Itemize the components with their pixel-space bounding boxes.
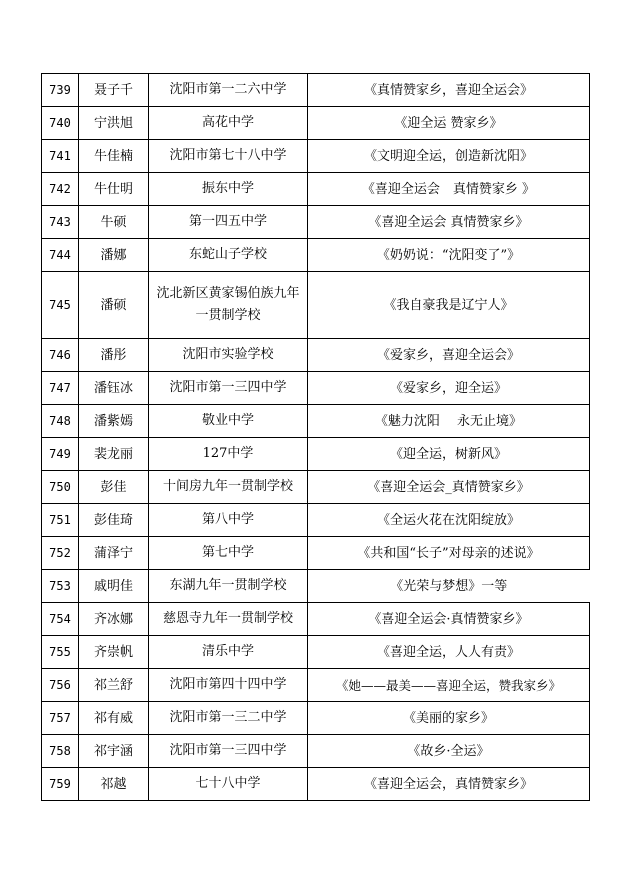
- table-body: [42, 74, 590, 801]
- school-name: 沈阳市第七十八中学: [149, 140, 308, 173]
- essay-title: 《喜迎全运，人人有责》: [308, 636, 590, 669]
- student-name: 祁越: [79, 768, 149, 801]
- school-name: 第七中学: [149, 537, 308, 570]
- row-number: 757: [42, 702, 79, 735]
- school-name: 东湖九年一贯制学校: [149, 570, 308, 603]
- table-row: [42, 173, 590, 206]
- student-name: 裴龙丽: [79, 438, 149, 471]
- student-name: 齐冰娜: [79, 603, 149, 636]
- table-row: [42, 272, 590, 339]
- school-name: 振东中学: [149, 173, 308, 206]
- essay-title: 《魅力沈阳 永无止境》: [308, 405, 590, 438]
- student-name: 祁有威: [79, 702, 149, 735]
- row-number: 756: [42, 669, 79, 702]
- school-name: 第一四五中学: [149, 206, 308, 239]
- row-number: 742: [42, 173, 79, 206]
- row-number: 759: [42, 768, 79, 801]
- student-name: 齐崇帆: [79, 636, 149, 669]
- student-name: 牛仕明: [79, 173, 149, 206]
- table-row: [42, 768, 590, 801]
- student-name: 祁兰舒: [79, 669, 149, 702]
- table-row: [42, 603, 590, 636]
- student-name: 潘彤: [79, 339, 149, 372]
- school-name: 沈阳市实验学校: [149, 339, 308, 372]
- table-row: [42, 372, 590, 405]
- essay-title: 《共和国“长子”对母亲的述说》: [308, 537, 590, 570]
- essay-title: 《迎全运，树新风》: [308, 438, 590, 471]
- student-name: 宁洪旭: [79, 107, 149, 140]
- student-name: 潘硕: [79, 272, 149, 339]
- table-row: [42, 107, 590, 140]
- school-name: 第八中学: [149, 504, 308, 537]
- essay-title: 《全运火花在沈阳绽放》: [308, 504, 590, 537]
- row-number: 755: [42, 636, 79, 669]
- table-row: [42, 239, 590, 272]
- table-row: [42, 702, 590, 735]
- essay-title: 《光荣与梦想》一等: [308, 570, 590, 603]
- school-name: 慈恩寺九年一贯制学校: [149, 603, 308, 636]
- school-name: 沈阳市第一三四中学: [149, 735, 308, 768]
- row-number: 748: [42, 405, 79, 438]
- table-row: [42, 669, 590, 702]
- table-row: [42, 735, 590, 768]
- essay-title: 《文明迎全运，创造新沈阳》: [308, 140, 590, 173]
- table-row: [42, 537, 590, 570]
- row-number: 751: [42, 504, 79, 537]
- row-number: 750: [42, 471, 79, 504]
- row-number: 746: [42, 339, 79, 372]
- row-number: 752: [42, 537, 79, 570]
- student-name: 牛佳楠: [79, 140, 149, 173]
- school-name: 高花中学: [149, 107, 308, 140]
- essay-title: 《迎全运 赞家乡》: [308, 107, 590, 140]
- row-number: 754: [42, 603, 79, 636]
- award-table: [41, 73, 590, 801]
- essay-title: 《爱家乡，喜迎全运会》: [308, 339, 590, 372]
- school-name: 十间房九年一贯制学校: [149, 471, 308, 504]
- essay-title: 《我自豪我是辽宁人》: [308, 272, 590, 339]
- award-list-sheet: [41, 73, 589, 801]
- student-name: 祁宇涵: [79, 735, 149, 768]
- table-row: [42, 206, 590, 239]
- school-name: 沈阳市第一三四中学: [149, 372, 308, 405]
- student-name: 彭佳琦: [79, 504, 149, 537]
- student-name: 潘紫嫣: [79, 405, 149, 438]
- school-name: 沈北新区黄家锡伯族九年一贯制学校: [149, 272, 308, 339]
- row-number: 753: [42, 570, 79, 603]
- row-number: 758: [42, 735, 79, 768]
- student-name: 蒲泽宁: [79, 537, 149, 570]
- essay-title: 《喜迎全运会 真情赞家乡 》: [308, 173, 590, 206]
- table-row: [42, 438, 590, 471]
- school-name: 沈阳市第一二六中学: [149, 74, 308, 107]
- student-name: 潘钰冰: [79, 372, 149, 405]
- row-number: 739: [42, 74, 79, 107]
- essay-title: 《喜迎全运会，真情赞家乡》: [308, 768, 590, 801]
- row-number: 749: [42, 438, 79, 471]
- school-name: 七十八中学: [149, 768, 308, 801]
- row-number: 745: [42, 272, 79, 339]
- school-name: 敬业中学: [149, 405, 308, 438]
- table-row: [42, 636, 590, 669]
- school-name: 东蛇山子学校: [149, 239, 308, 272]
- essay-title: 《喜迎全运会·真情赞家乡》: [308, 603, 590, 636]
- student-name: 潘娜: [79, 239, 149, 272]
- essay-title: 《喜迎全运会_真情赞家乡》: [308, 471, 590, 504]
- essay-title: 《奶奶说：“沈阳变了”》: [308, 239, 590, 272]
- table-row: [42, 140, 590, 173]
- essay-title: 《喜迎全运会 真情赞家乡》: [308, 206, 590, 239]
- essay-title: 《她——最美——喜迎全运，赞我家乡》: [308, 669, 590, 702]
- student-name: 戚明佳: [79, 570, 149, 603]
- row-number: 740: [42, 107, 79, 140]
- table-row: [42, 405, 590, 438]
- school-name: 沈阳市第一三二中学: [149, 702, 308, 735]
- table-row: [42, 570, 590, 603]
- student-name: 牛硕: [79, 206, 149, 239]
- table-row: [42, 339, 590, 372]
- student-name: 聂子千: [79, 74, 149, 107]
- school-name: 清乐中学: [149, 636, 308, 669]
- essay-title: 《爱家乡，迎全运》: [308, 372, 590, 405]
- table-row: [42, 471, 590, 504]
- table-row: [42, 74, 590, 107]
- school-name: 127中学: [149, 438, 308, 471]
- row-number: 743: [42, 206, 79, 239]
- essay-title: 《真情赞家乡，喜迎全运会》: [308, 74, 590, 107]
- school-name: 沈阳市第四十四中学: [149, 669, 308, 702]
- row-number: 741: [42, 140, 79, 173]
- student-name: 彭佳: [79, 471, 149, 504]
- essay-title: 《美丽的家乡》: [308, 702, 590, 735]
- table-row: [42, 504, 590, 537]
- row-number: 744: [42, 239, 79, 272]
- row-number: 747: [42, 372, 79, 405]
- essay-title: 《故乡·全运》: [308, 735, 590, 768]
